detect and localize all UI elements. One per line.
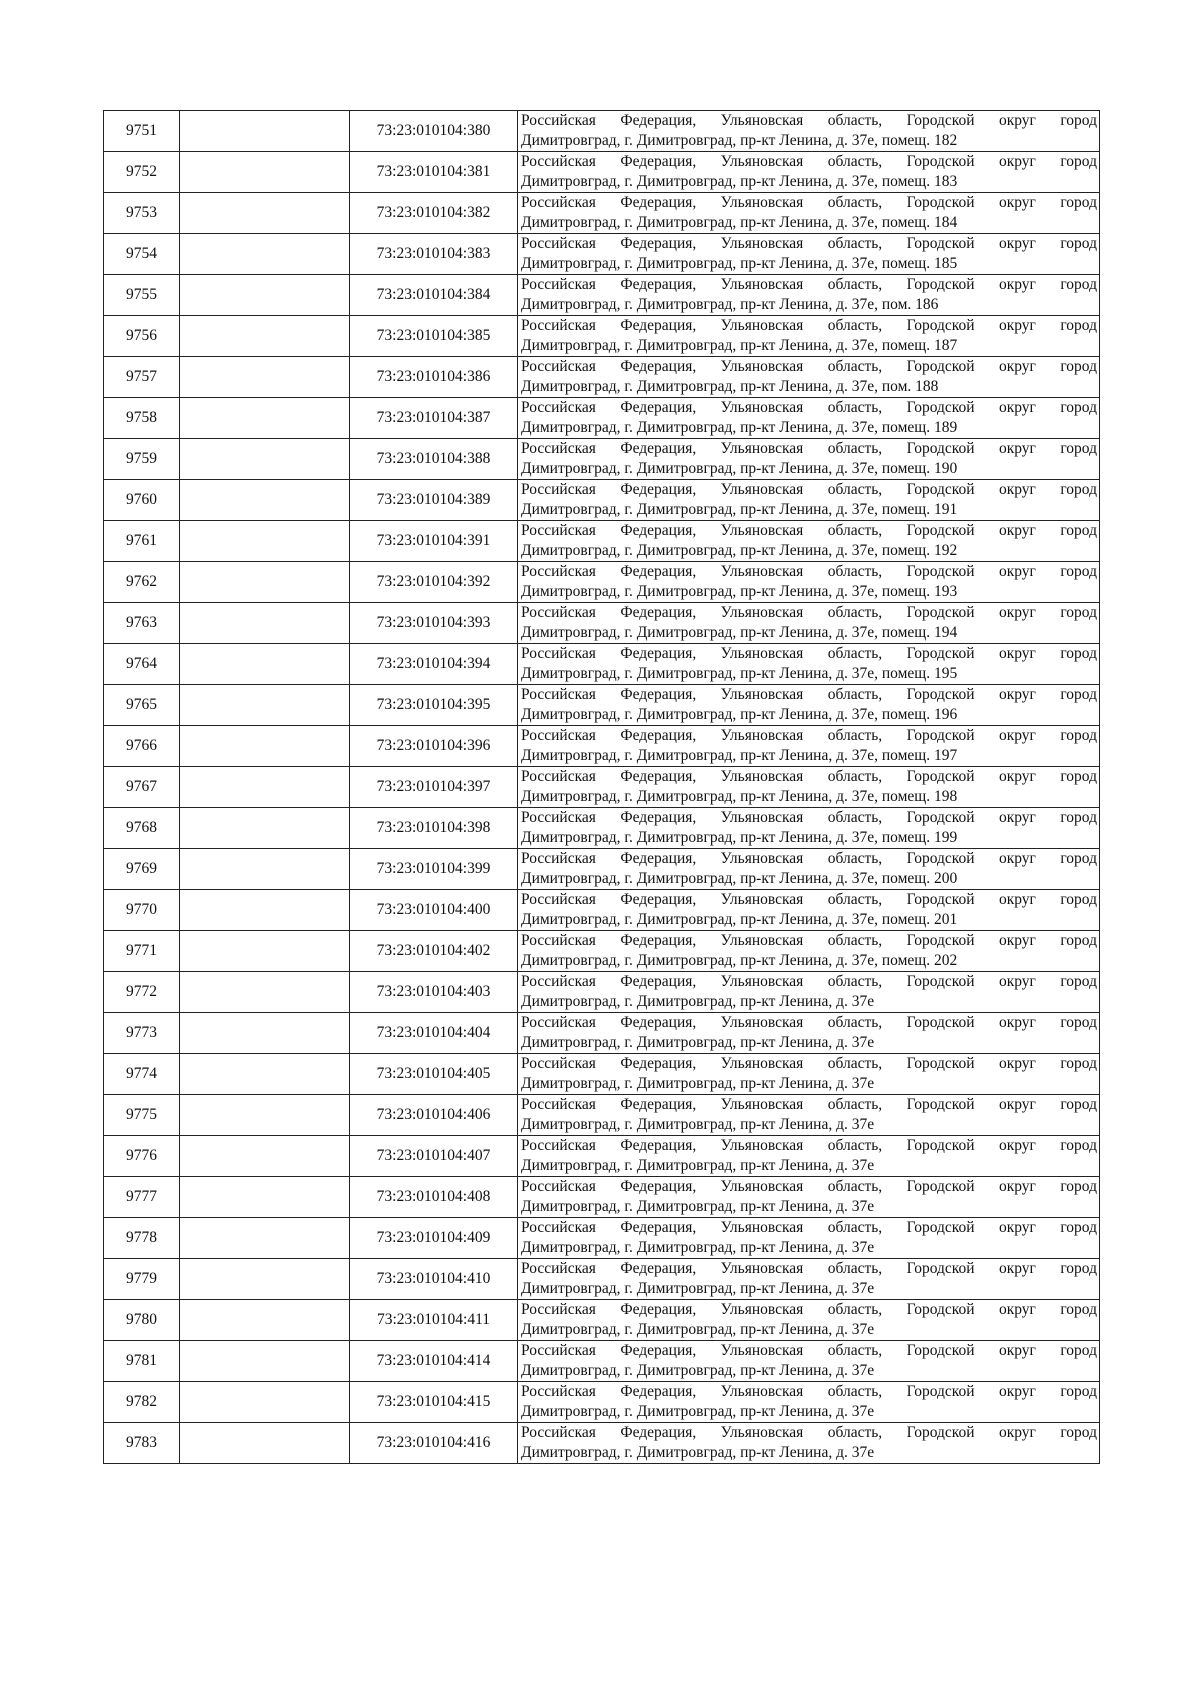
row-number-cell: 9759 xyxy=(104,439,180,480)
empty-cell xyxy=(180,1382,350,1423)
empty-cell xyxy=(180,439,350,480)
row-number-cell: 9764 xyxy=(104,644,180,685)
row-number-cell: 9766 xyxy=(104,726,180,767)
address-line-2: Димитровград, г. Димитровград, пр-кт Ленина, д. 37е xyxy=(521,1198,875,1215)
row-number-cell: 9768 xyxy=(104,808,180,849)
registry-table xyxy=(103,110,1100,1464)
cadastral-number-cell: 73:23:010104:402 xyxy=(350,931,518,972)
row-number-cell: 9772 xyxy=(104,972,180,1013)
address-cell xyxy=(518,767,1100,808)
empty-cell xyxy=(180,193,350,234)
address-line-1: Российская Федерация, Ульяновская область, Городской округ город xyxy=(521,809,1097,826)
table-row xyxy=(104,1013,1100,1054)
table-row xyxy=(104,275,1100,316)
address-cell xyxy=(518,562,1100,603)
table-row xyxy=(104,644,1100,685)
row-number-cell: 9762 xyxy=(104,562,180,603)
address-cell xyxy=(518,1177,1100,1218)
cadastral-number-cell: 73:23:010104:416 xyxy=(350,1423,518,1464)
empty-cell xyxy=(180,111,350,152)
address-cell xyxy=(518,1013,1100,1054)
row-number-cell: 9755 xyxy=(104,275,180,316)
row-number-cell: 9758 xyxy=(104,398,180,439)
address-line-1: Российская Федерация, Ульяновская область, Городской округ город xyxy=(521,563,1097,580)
row-number-cell: 9752 xyxy=(104,152,180,193)
table-row xyxy=(104,1300,1100,1341)
cadastral-number-cell: 73:23:010104:405 xyxy=(350,1054,518,1095)
table-row xyxy=(104,931,1100,972)
table-row xyxy=(104,562,1100,603)
row-number-cell: 9757 xyxy=(104,357,180,398)
address-cell xyxy=(518,480,1100,521)
address-line-2: Димитровград, г. Димитровград, пр-кт Ленина, д. 37е, помещ. 198 xyxy=(521,788,958,805)
address-cell xyxy=(518,1423,1100,1464)
address-line-1: Российская Федерация, Ульяновская область, Городской округ город xyxy=(521,604,1097,621)
address-line-2: Димитровград, г. Димитровград, пр-кт Ленина, д. 37е, помещ. 192 xyxy=(521,542,958,559)
cadastral-number-cell: 73:23:010104:386 xyxy=(350,357,518,398)
empty-cell xyxy=(180,1423,350,1464)
empty-cell xyxy=(180,357,350,398)
cadastral-number-cell: 73:23:010104:415 xyxy=(350,1382,518,1423)
address-line-1: Российская Федерация, Ульяновская область, Городской округ город xyxy=(521,1219,1097,1236)
table-row xyxy=(104,316,1100,357)
address-line-1: Российская Федерация, Ульяновская область, Городской округ город xyxy=(521,1301,1097,1318)
empty-cell xyxy=(180,1218,350,1259)
empty-cell xyxy=(180,644,350,685)
address-cell xyxy=(518,726,1100,767)
address-line-2: Димитровград, г. Димитровград, пр-кт Ленина, д. 37е, помещ. 195 xyxy=(521,665,958,682)
address-cell xyxy=(518,193,1100,234)
empty-cell xyxy=(180,316,350,357)
table-row xyxy=(104,849,1100,890)
address-line-1: Российская Федерация, Ульяновская область, Городской округ город xyxy=(521,645,1097,662)
address-line-2: Димитровград, г. Димитровград, пр-кт Ленина, д. 37е xyxy=(521,993,875,1010)
table-row xyxy=(104,1382,1100,1423)
row-number-cell: 9753 xyxy=(104,193,180,234)
address-line-2: Димитровград, г. Димитровград, пр-кт Ленина, д. 37е, помещ. 182 xyxy=(521,132,958,149)
address-line-2: Димитровград, г. Димитровград, пр-кт Ленина, д. 37е, помещ. 187 xyxy=(521,337,958,354)
address-cell xyxy=(518,931,1100,972)
table-row xyxy=(104,357,1100,398)
address-cell xyxy=(518,1136,1100,1177)
address-line-1: Российская Федерация, Ульяновская область, Городской округ город xyxy=(521,1424,1097,1441)
address-line-2: Димитровград, г. Димитровград, пр-кт Ленина, д. 37е, помещ. 193 xyxy=(521,583,958,600)
table-row xyxy=(104,1177,1100,1218)
row-number-cell: 9763 xyxy=(104,603,180,644)
table-row xyxy=(104,1218,1100,1259)
address-line-2: Димитровград, г. Димитровград, пр-кт Ленина, д. 37е, помещ. 190 xyxy=(521,460,958,477)
address-line-1: Российская Федерация, Ульяновская область, Городской округ город xyxy=(521,686,1097,703)
cadastral-number-cell: 73:23:010104:396 xyxy=(350,726,518,767)
empty-cell xyxy=(180,972,350,1013)
cadastral-number-cell: 73:23:010104:385 xyxy=(350,316,518,357)
row-number-cell: 9751 xyxy=(104,111,180,152)
address-line-1: Российская Федерация, Ульяновская область, Городской округ город xyxy=(521,235,1097,252)
address-cell xyxy=(518,1300,1100,1341)
address-line-1: Российская Федерация, Ульяновская область, Городской округ город xyxy=(521,317,1097,334)
address-cell xyxy=(518,1218,1100,1259)
row-number-cell: 9765 xyxy=(104,685,180,726)
cadastral-number-cell: 73:23:010104:404 xyxy=(350,1013,518,1054)
table-row xyxy=(104,972,1100,1013)
address-line-1: Российская Федерация, Ульяновская область, Городской округ город xyxy=(521,399,1097,416)
address-cell xyxy=(518,152,1100,193)
empty-cell xyxy=(180,1177,350,1218)
empty-cell xyxy=(180,1013,350,1054)
empty-cell xyxy=(180,1054,350,1095)
address-line-2: Димитровград, г. Димитровград, пр-кт Ленина, д. 37е xyxy=(521,1403,875,1420)
cadastral-number-cell: 73:23:010104:406 xyxy=(350,1095,518,1136)
address-line-2: Димитровград, г. Димитровград, пр-кт Ленина, д. 37е, помещ. 185 xyxy=(521,255,958,272)
address-cell xyxy=(518,111,1100,152)
row-number-cell: 9779 xyxy=(104,1259,180,1300)
cadastral-number-cell: 73:23:010104:392 xyxy=(350,562,518,603)
cadastral-number-cell: 73:23:010104:408 xyxy=(350,1177,518,1218)
row-number-cell: 9780 xyxy=(104,1300,180,1341)
empty-cell xyxy=(180,603,350,644)
empty-cell xyxy=(180,890,350,931)
row-number-cell: 9769 xyxy=(104,849,180,890)
empty-cell xyxy=(180,521,350,562)
address-line-2: Димитровград, г. Димитровград, пр-кт Ленина, д. 37е, помещ. 183 xyxy=(521,173,958,190)
cadastral-number-cell: 73:23:010104:391 xyxy=(350,521,518,562)
address-line-2: Димитровград, г. Димитровград, пр-кт Ленина, д. 37е, помещ. 194 xyxy=(521,624,958,641)
address-line-2: Димитровград, г. Димитровград, пр-кт Ленина, д. 37е, помещ. 191 xyxy=(521,501,958,518)
row-number-cell: 9767 xyxy=(104,767,180,808)
cadastral-number-cell: 73:23:010104:387 xyxy=(350,398,518,439)
address-line-2: Димитровград, г. Димитровград, пр-кт Ленина, д. 37е xyxy=(521,1362,875,1379)
address-line-2: Димитровград, г. Димитровград, пр-кт Ленина, д. 37е xyxy=(521,1239,875,1256)
empty-cell xyxy=(180,849,350,890)
address-line-1: Российская Федерация, Ульяновская область, Городской округ город xyxy=(521,276,1097,293)
row-number-cell: 9760 xyxy=(104,480,180,521)
empty-cell xyxy=(180,1259,350,1300)
row-number-cell: 9773 xyxy=(104,1013,180,1054)
table-row xyxy=(104,808,1100,849)
address-line-2: Димитровград, г. Димитровград, пр-кт Ленина, д. 37е xyxy=(521,1075,875,1092)
address-cell xyxy=(518,644,1100,685)
table-row xyxy=(104,890,1100,931)
table-row xyxy=(104,1341,1100,1382)
address-line-2: Димитровград, г. Димитровград, пр-кт Ленина, д. 37е, помещ. 199 xyxy=(521,829,958,846)
address-line-2: Димитровград, г. Димитровград, пр-кт Ленина, д. 37е, помещ. 189 xyxy=(521,419,958,436)
address-line-1: Российская Федерация, Ульяновская область, Городской округ город xyxy=(521,522,1097,539)
row-number-cell: 9777 xyxy=(104,1177,180,1218)
row-number-cell: 9756 xyxy=(104,316,180,357)
registry-table-body xyxy=(104,111,1100,1464)
table-row xyxy=(104,1259,1100,1300)
table-row xyxy=(104,193,1100,234)
address-cell xyxy=(518,1382,1100,1423)
cadastral-number-cell: 73:23:010104:399 xyxy=(350,849,518,890)
cadastral-number-cell: 73:23:010104:411 xyxy=(350,1300,518,1341)
address-cell xyxy=(518,521,1100,562)
address-cell xyxy=(518,316,1100,357)
address-line-1: Российская Федерация, Ульяновская область, Городской округ город xyxy=(521,1014,1097,1031)
empty-cell xyxy=(180,234,350,275)
empty-cell xyxy=(180,1300,350,1341)
empty-cell xyxy=(180,1341,350,1382)
row-number-cell: 9783 xyxy=(104,1423,180,1464)
empty-cell xyxy=(180,562,350,603)
table-row xyxy=(104,767,1100,808)
table-row xyxy=(104,603,1100,644)
address-cell xyxy=(518,603,1100,644)
cadastral-number-cell: 73:23:010104:381 xyxy=(350,152,518,193)
cadastral-number-cell: 73:23:010104:384 xyxy=(350,275,518,316)
address-line-1: Российская Федерация, Ульяновская область, Городской округ город xyxy=(521,768,1097,785)
address-line-1: Российская Федерация, Ульяновская область, Городской округ город xyxy=(521,440,1097,457)
cadastral-number-cell: 73:23:010104:395 xyxy=(350,685,518,726)
cadastral-number-cell: 73:23:010104:383 xyxy=(350,234,518,275)
address-cell xyxy=(518,1341,1100,1382)
cadastral-number-cell: 73:23:010104:380 xyxy=(350,111,518,152)
address-line-1: Российская Федерация, Ульяновская область, Городской округ город xyxy=(521,891,1097,908)
row-number-cell: 9771 xyxy=(104,931,180,972)
address-line-2: Димитровград, г. Димитровград, пр-кт Ленина, д. 37е xyxy=(521,1034,875,1051)
table-row xyxy=(104,152,1100,193)
address-line-1: Российская Федерация, Ульяновская область, Городской округ город xyxy=(521,850,1097,867)
address-line-1: Российская Федерация, Ульяновская область, Городской округ город xyxy=(521,112,1097,129)
address-cell xyxy=(518,890,1100,931)
empty-cell xyxy=(180,931,350,972)
address-line-1: Российская Федерация, Ульяновская область, Городской округ город xyxy=(521,1178,1097,1195)
table-row xyxy=(104,480,1100,521)
table-row xyxy=(104,685,1100,726)
address-line-2: Димитровград, г. Димитровград, пр-кт Ленина, д. 37е, помещ. 197 xyxy=(521,747,958,764)
row-number-cell: 9770 xyxy=(104,890,180,931)
address-line-2: Димитровград, г. Димитровград, пр-кт Ленина, д. 37е xyxy=(521,1157,875,1174)
table-row xyxy=(104,521,1100,562)
address-line-2: Димитровград, г. Димитровград, пр-кт Ленина, д. 37е xyxy=(521,1280,875,1297)
cadastral-number-cell: 73:23:010104:382 xyxy=(350,193,518,234)
empty-cell xyxy=(180,726,350,767)
empty-cell xyxy=(180,1136,350,1177)
cadastral-number-cell: 73:23:010104:397 xyxy=(350,767,518,808)
row-number-cell: 9781 xyxy=(104,1341,180,1382)
address-line-1: Российская Федерация, Ульяновская область, Городской округ город xyxy=(521,1137,1097,1154)
cadastral-number-cell: 73:23:010104:393 xyxy=(350,603,518,644)
table-row xyxy=(104,1423,1100,1464)
address-line-2: Димитровград, г. Димитровград, пр-кт Ленина, д. 37е, пом. 188 xyxy=(521,378,939,395)
table-row xyxy=(104,1136,1100,1177)
address-cell xyxy=(518,972,1100,1013)
address-line-1: Российская Федерация, Ульяновская область, Городской округ город xyxy=(521,153,1097,170)
address-line-2: Димитровград, г. Димитровград, пр-кт Ленина, д. 37е, помещ. 200 xyxy=(521,870,958,887)
address-cell xyxy=(518,275,1100,316)
address-line-2: Димитровград, г. Димитровград, пр-кт Ленина, д. 37е, помещ. 202 xyxy=(521,952,958,969)
table-row xyxy=(104,1095,1100,1136)
address-line-1: Российская Федерация, Ульяновская область, Городской округ город xyxy=(521,358,1097,375)
empty-cell xyxy=(180,685,350,726)
empty-cell xyxy=(180,398,350,439)
row-number-cell: 9775 xyxy=(104,1095,180,1136)
cadastral-number-cell: 73:23:010104:410 xyxy=(350,1259,518,1300)
table-row xyxy=(104,1054,1100,1095)
table-row xyxy=(104,398,1100,439)
cadastral-number-cell: 73:23:010104:388 xyxy=(350,439,518,480)
row-number-cell: 9754 xyxy=(104,234,180,275)
empty-cell xyxy=(180,1095,350,1136)
address-cell xyxy=(518,398,1100,439)
address-line-2: Димитровград, г. Димитровград, пр-кт Ленина, д. 37е, помещ. 196 xyxy=(521,706,958,723)
address-cell xyxy=(518,685,1100,726)
table-row xyxy=(104,234,1100,275)
address-line-2: Димитровград, г. Димитровград, пр-кт Ленина, д. 37е, помещ. 201 xyxy=(521,911,958,928)
address-line-1: Российская Федерация, Ульяновская область, Городской округ город xyxy=(521,1383,1097,1400)
address-line-2: Димитровград, г. Димитровград, пр-кт Ленина, д. 37е, пом. 186 xyxy=(521,296,939,313)
address-cell xyxy=(518,1054,1100,1095)
address-line-2: Димитровград, г. Димитровград, пр-кт Ленина, д. 37е xyxy=(521,1116,875,1133)
address-line-1: Российская Федерация, Ульяновская область, Городской округ город xyxy=(521,932,1097,949)
address-cell xyxy=(518,357,1100,398)
address-line-2: Димитровград, г. Димитровград, пр-кт Ленина, д. 37е, помещ. 184 xyxy=(521,214,958,231)
cadastral-number-cell: 73:23:010104:394 xyxy=(350,644,518,685)
address-line-2: Димитровград, г. Димитровград, пр-кт Ленина, д. 37е xyxy=(521,1444,875,1461)
address-line-1: Российская Федерация, Ульяновская область, Городской округ город xyxy=(521,1260,1097,1277)
empty-cell xyxy=(180,275,350,316)
cadastral-number-cell: 73:23:010104:403 xyxy=(350,972,518,1013)
empty-cell xyxy=(180,152,350,193)
row-number-cell: 9782 xyxy=(104,1382,180,1423)
address-cell xyxy=(518,849,1100,890)
empty-cell xyxy=(180,808,350,849)
address-line-2: Димитровград, г. Димитровград, пр-кт Ленина, д. 37е xyxy=(521,1321,875,1338)
address-line-1: Российская Федерация, Ульяновская область, Городской округ город xyxy=(521,727,1097,744)
row-number-cell: 9761 xyxy=(104,521,180,562)
address-cell xyxy=(518,1095,1100,1136)
empty-cell xyxy=(180,767,350,808)
address-line-1: Российская Федерация, Ульяновская область, Городской округ город xyxy=(521,1055,1097,1072)
cadastral-number-cell: 73:23:010104:400 xyxy=(350,890,518,931)
row-number-cell: 9776 xyxy=(104,1136,180,1177)
address-cell xyxy=(518,808,1100,849)
row-number-cell: 9774 xyxy=(104,1054,180,1095)
cadastral-number-cell: 73:23:010104:398 xyxy=(350,808,518,849)
address-line-1: Российская Федерация, Ульяновская область, Городской округ город xyxy=(521,481,1097,498)
address-line-1: Российская Федерация, Ульяновская область, Городской округ город xyxy=(521,1096,1097,1113)
cadastral-number-cell: 73:23:010104:409 xyxy=(350,1218,518,1259)
table-row xyxy=(104,726,1100,767)
address-line-1: Российская Федерация, Ульяновская область, Городской округ город xyxy=(521,194,1097,211)
table-row xyxy=(104,439,1100,480)
row-number-cell: 9778 xyxy=(104,1218,180,1259)
empty-cell xyxy=(180,480,350,521)
address-cell xyxy=(518,234,1100,275)
address-cell xyxy=(518,1259,1100,1300)
cadastral-number-cell: 73:23:010104:414 xyxy=(350,1341,518,1382)
address-cell xyxy=(518,439,1100,480)
address-line-1: Российская Федерация, Ульяновская область, Городской округ город xyxy=(521,1342,1097,1359)
table-row xyxy=(104,111,1100,152)
address-line-1: Российская Федерация, Ульяновская область, Городской округ город xyxy=(521,973,1097,990)
cadastral-number-cell: 73:23:010104:407 xyxy=(350,1136,518,1177)
cadastral-number-cell: 73:23:010104:389 xyxy=(350,480,518,521)
